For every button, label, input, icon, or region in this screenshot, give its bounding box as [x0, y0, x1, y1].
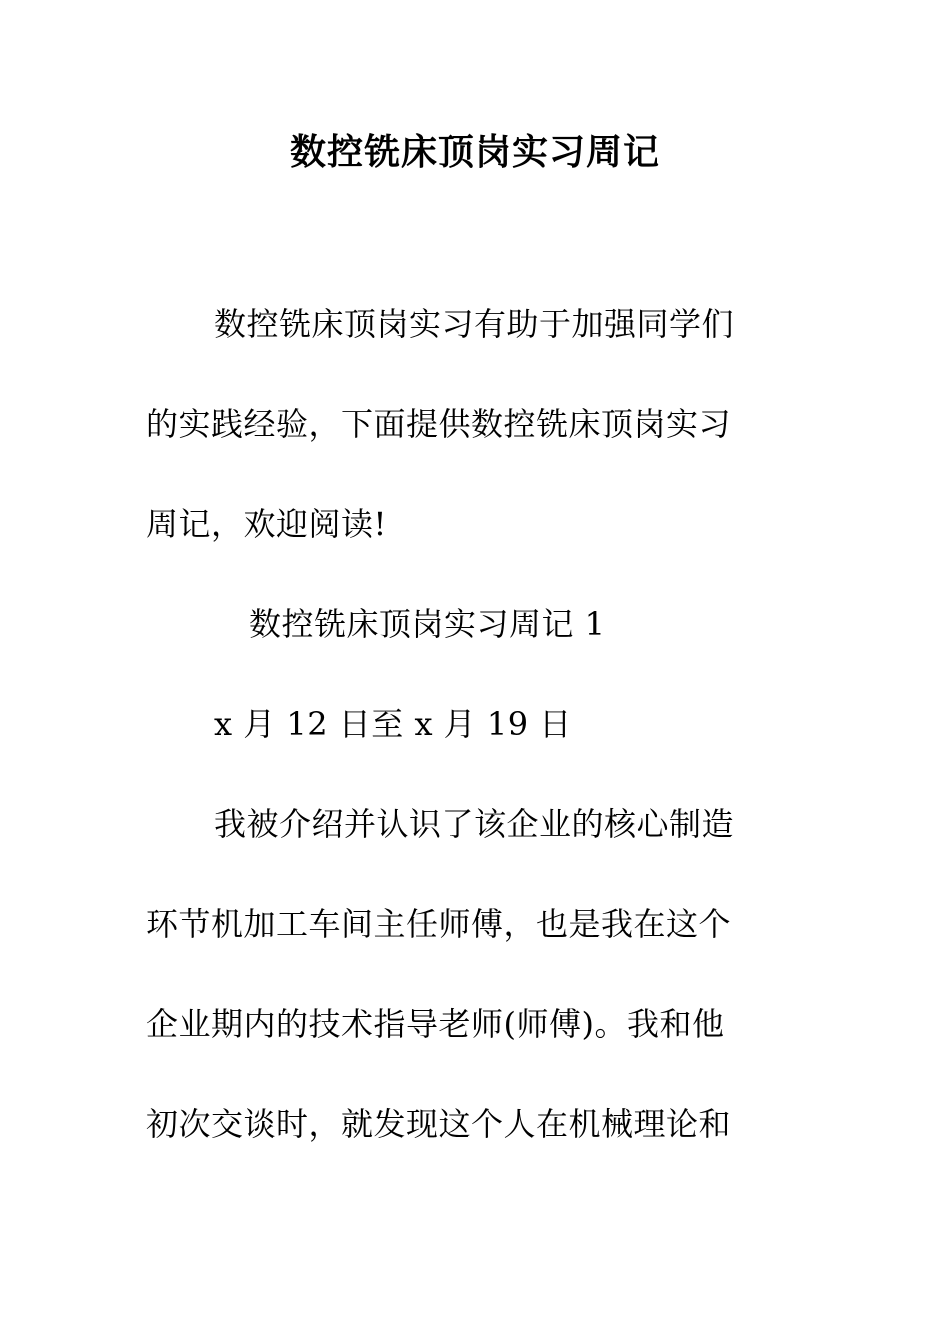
body-line-4: 初次交谈时，就发现这个人在机械理论和 [146, 1105, 732, 1143]
date-range: x 月 12 日至 x 月 19 日 [214, 705, 572, 743]
intro-line-1: 数控铣床顶岗实习有助于加强同学们 [214, 305, 735, 343]
body-line-3: 企业期内的技术指导老师(师傅)。我和他 [146, 1005, 725, 1043]
intro-line-2: 的实践经验，下面提供数控铣床顶岗实习 [146, 405, 732, 443]
intro-line-3: 周记，欢迎阅读! [146, 505, 387, 543]
document-title: 数控铣床顶岗实习周记 [289, 131, 660, 173]
body-line-2: 环节机加工车间主任师傅，也是我在这个 [146, 905, 732, 943]
body-line-1: 我被介绍并认识了该企业的核心制造 [214, 805, 735, 843]
section-heading: 数控铣床顶岗实习周记 1 [249, 605, 606, 643]
